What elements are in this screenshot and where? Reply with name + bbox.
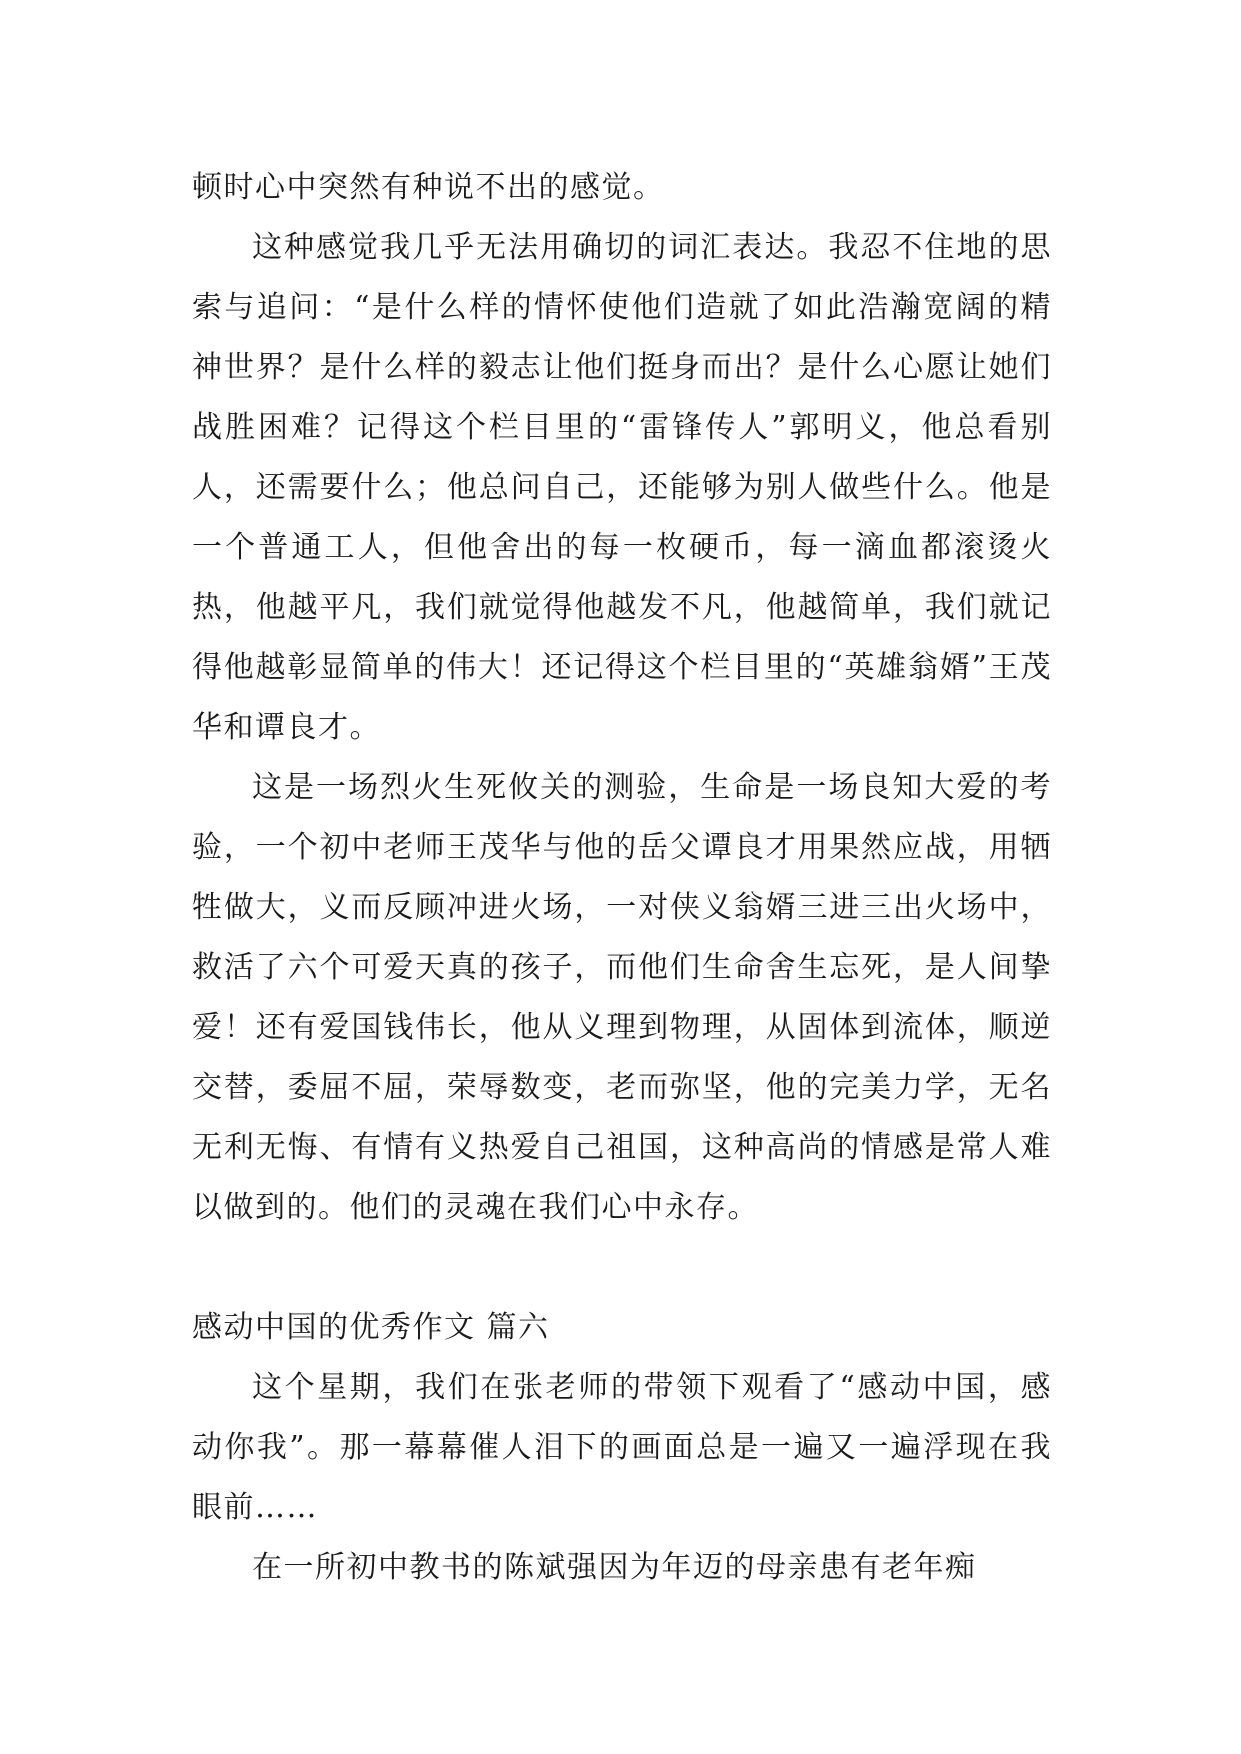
paragraph-5: 在一所初中教书的陈斌强因为年迈的母亲患有老年痴: [252, 1550, 977, 1585]
paragraph-4: 这个星期，我们在张老师的带领下观看了“感动中国，感动你我”。那一幕幕催人泪下的画面总是一遍又一遍浮现在我眼前……: [192, 1370, 1052, 1525]
document-body: [192, 158, 1052, 1598]
paragraph-2: 这种感觉我几乎无法用确切的词汇表达。我忍不住地的思索与追问：“是什么样的情怀使他们造就了如此浩瀚宽阔的精神世界？是什么样的毅志让他们挺身而出？是什么心愿让她们战胜困难？记得这个栏目里的“雷锋传人”郭明义，他总看别人，还需要什么；他总问自己，还能够为别人做些什么。他是一个普通工人，但他舍出的每一枚硬币，每一滴血都滚烫火热，他越平凡，我们就觉得他越发不凡，他越简单，我们就记得他越彰显简单的伟大！还记得这个栏目里的“英雄翁婿”王茂华和谭良才。: [192, 230, 1052, 745]
paragraph-3: 这是一场烈火生死攸关的测验，生命是一场良知大爱的考验，一个初中老师王茂华与他的岳父谭良才用果然应战，用牺牲做大，义而反顾冲进火场，一对侠义翁婿三进三出火场中，救活了六个可爱天真的孩子，而他们生命舍生忘死，是人间挚爱！还有爱国钱伟长，他从义理到物理，从固体到流体，顺逆交替，委屈不屈，荣辱数变，老而弥坚，他的完美力学，无名无利无悔、有情有义热爱自己祖国，这种高尚的情感是常人难以做到的。他们的灵魂在我们心中永存。: [192, 770, 1052, 1225]
paragraph-1: 顿时心中突然有种说不出的感觉。: [192, 170, 665, 205]
section-heading: 感动中国的优秀作文 篇六: [192, 1310, 550, 1345]
